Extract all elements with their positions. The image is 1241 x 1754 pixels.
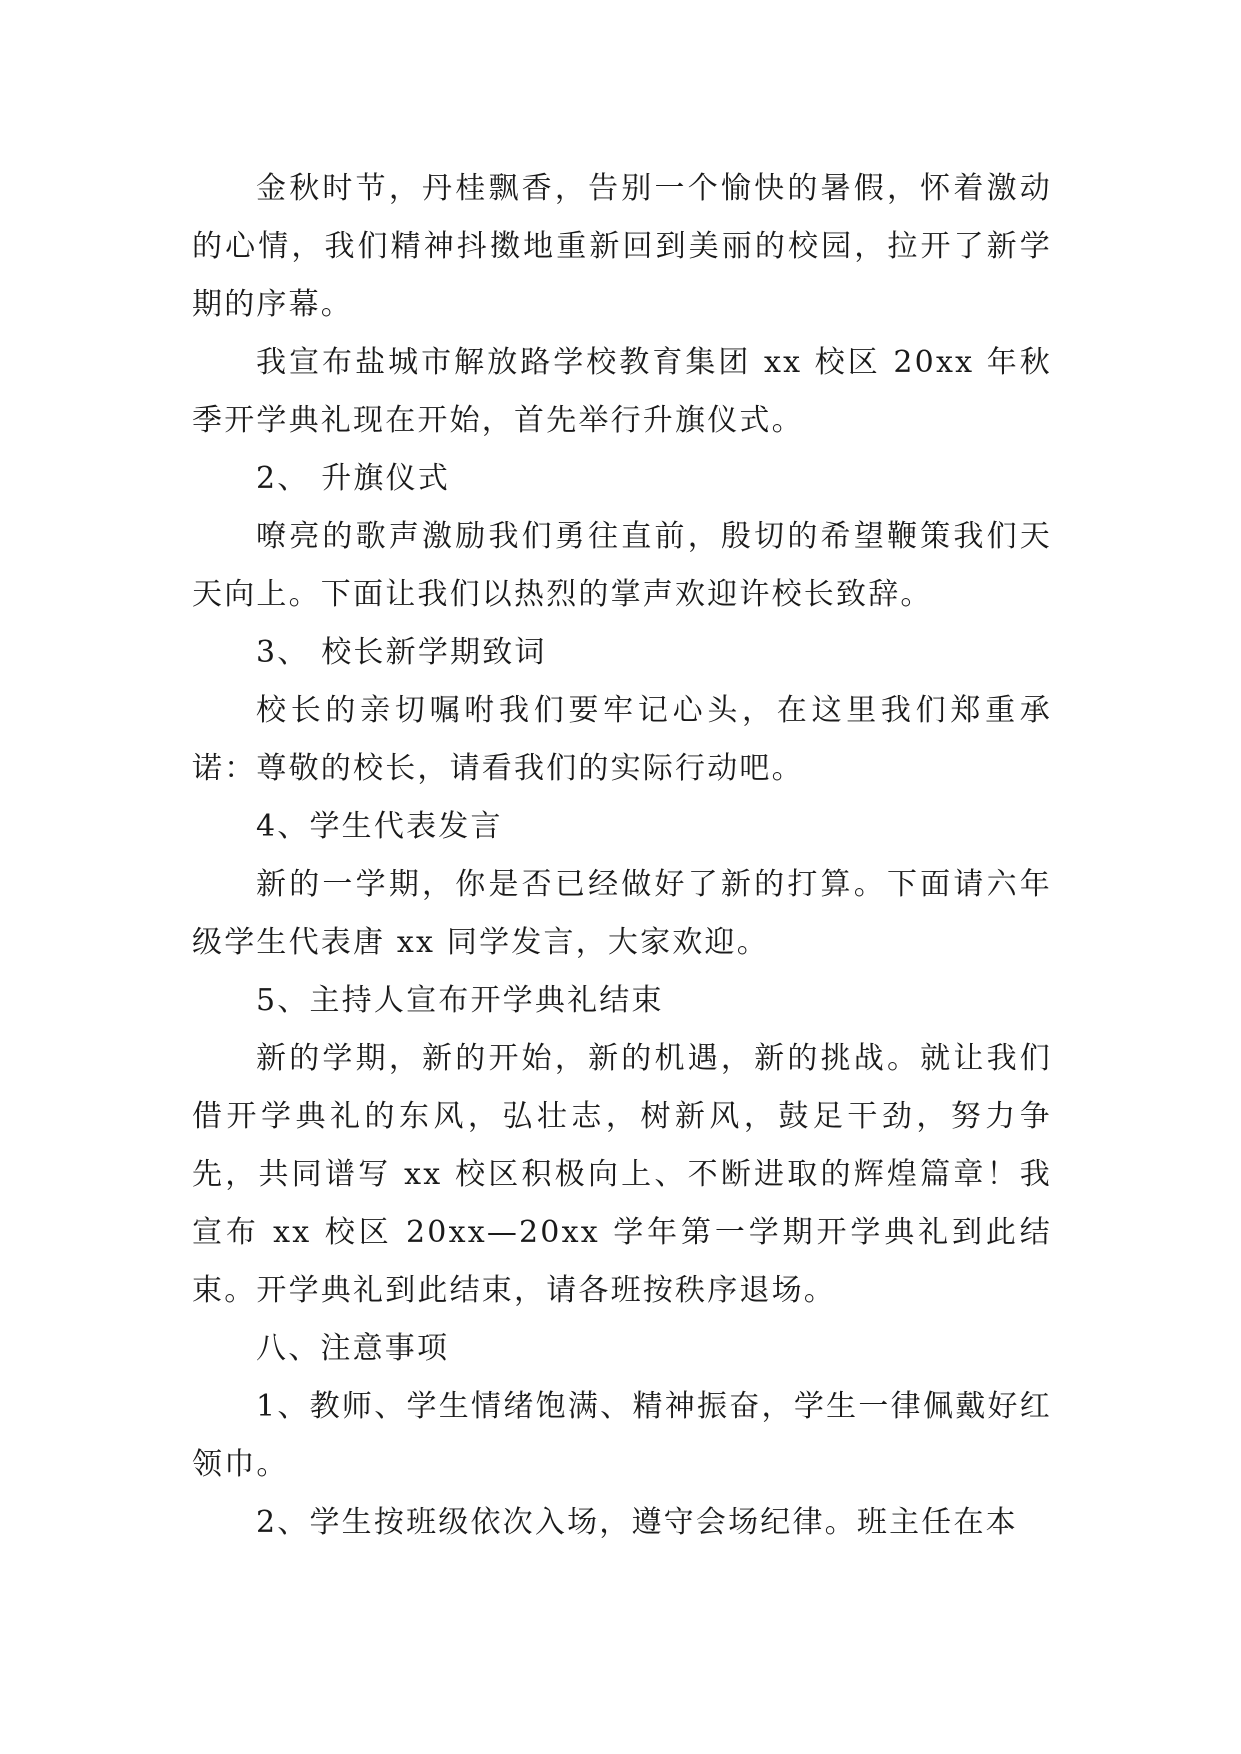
heading-student-speech: 4、学生代表发言	[256, 809, 503, 844]
heading-principal-speech: 3、 校长新学期致词	[256, 635, 547, 670]
paragraph-opening: 金秋时节，丹桂飘香，告别一个愉快的暑假，怀着激动的心情，我们精神抖擞地重新回到美丽的校园，拉开了新学期的序幕。	[192, 171, 1052, 322]
document-body	[192, 160, 1052, 1552]
paragraph-closing: 新的学期，新的开始，新的机遇，新的挑战。就让我们借开学典礼的东风，弘壮志，树新风，鼓足干劲，努力争先，共同谱写 xx 校区积极向上、不断进取的辉煌篇章！我宣布 xx 校区 20xx—20xx 学年第一学期开学典礼到此结束。开学典礼到此结束，请各班按秩序退场。	[192, 1041, 1052, 1308]
heading-flag-ceremony: 2、 升旗仪式	[256, 461, 451, 496]
heading-closing: 5、主持人宣布开学典礼结束	[256, 983, 664, 1018]
paragraph-flag-ceremony: 嘹亮的歌声激励我们勇往直前，殷切的希望鞭策我们天天向上。下面让我们以热烈的掌声欢迎许校长致辞。	[192, 519, 1052, 612]
paragraph-note-2: 2、学生按班级依次入场，遵守会场纪律。班主任在本	[256, 1505, 1018, 1540]
paragraph-student-speech: 新的一学期，你是否已经做好了新的打算。下面请六年级学生代表唐 xx 同学发言，大家欢迎。	[192, 867, 1052, 960]
paragraph-note-1: 1、教师、学生情绪饱满、精神振奋，学生一律佩戴好红领巾。	[192, 1389, 1052, 1482]
heading-notes: 八、注意事项	[256, 1331, 450, 1366]
paragraph-principal-speech: 校长的亲切嘱咐我们要牢记心头，在这里我们郑重承诺：尊敬的校长，请看我们的实际行动吧。	[192, 693, 1052, 786]
paragraph-announcement: 我宣布盐城市解放路学校教育集团 xx 校区 20xx 年秋季开学典礼现在开始，首先举行升旗仪式。	[192, 345, 1052, 438]
